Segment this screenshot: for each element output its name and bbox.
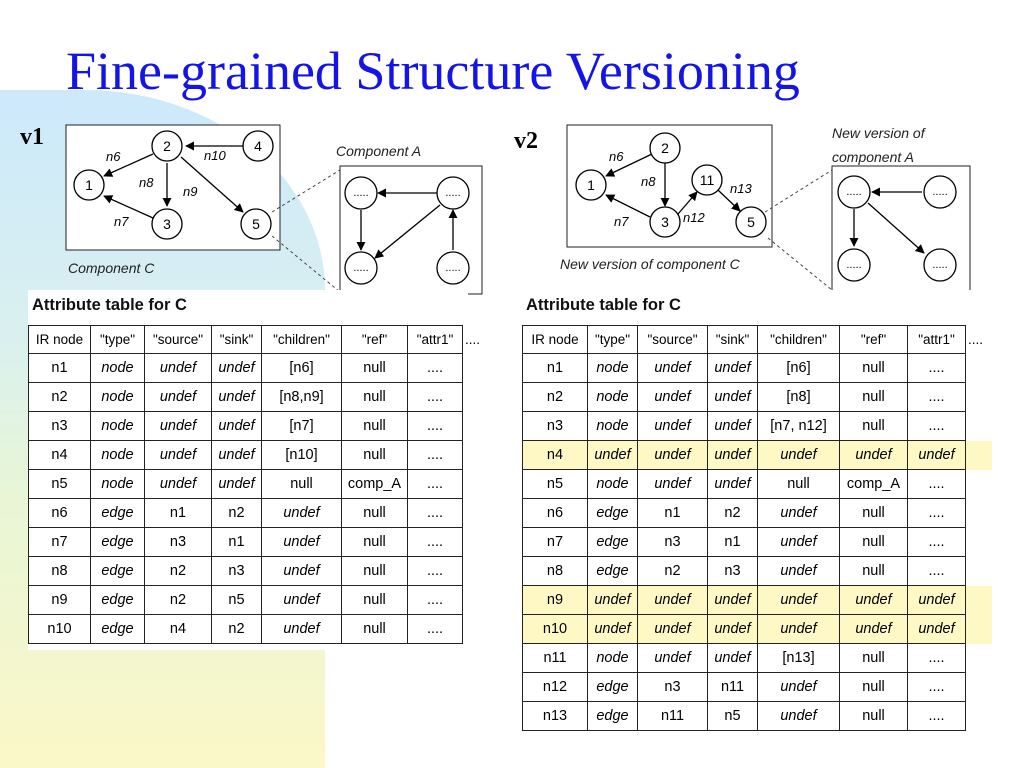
table-cell: node [588,412,638,441]
v2-edge-label: n7 [614,214,629,229]
table-cell: edge [91,586,145,615]
table-cell: n2 [145,557,212,586]
table-cell: n13 [523,702,588,731]
table-cell: undef [908,441,966,470]
table-row [523,383,992,412]
v1-node [241,209,271,239]
v1-diagram [0,0,1024,300]
table-cell: null [342,354,408,383]
v1-node [243,131,273,161]
table-row [523,499,992,528]
table-cell: undef [638,412,708,441]
table-cell-empty [463,499,489,528]
table-cell-empty [966,673,992,702]
table-cell: undef [708,470,758,499]
table-cell: [n8] [758,383,840,412]
table-cell-empty [966,383,992,412]
v2-node [576,170,606,200]
svg-text:1: 1 [587,177,595,193]
table-cell: .... [908,557,966,586]
svg-text:5: 5 [252,216,260,232]
table-cell: node [91,441,145,470]
column-header: "source" [638,326,708,354]
svg-text:.....: ..... [846,186,862,198]
column-header: "children" [758,326,840,354]
table-cell: undef [758,673,840,702]
table-cell: null [840,557,908,586]
table-cell: [n7] [262,412,342,441]
table-cell: node [91,470,145,499]
table-cell: .... [408,412,463,441]
table-cell: n9 [29,586,91,615]
v2-node [736,207,766,237]
column-header: "sink" [708,326,758,354]
table-row [29,383,489,412]
table-cell: null [840,354,908,383]
table-cell: n1 [212,528,262,557]
v2-table-title: Attribute table for C [526,296,681,314]
table-cell: comp_A [840,470,908,499]
table-cell: .... [908,470,966,499]
v2-component-c-graph [560,125,772,272]
table-cell: undef [708,354,758,383]
table-cell: undef [212,383,262,412]
table-cell-empty [966,615,992,644]
table-cell: undef [588,615,638,644]
v2-node [692,165,722,195]
table-cell: n7 [29,528,91,557]
column-header: IR node [29,326,91,354]
svg-text:.....: ..... [932,186,948,198]
column-header: IR node [523,326,588,354]
table-cell: node [588,383,638,412]
table-cell: undef [758,441,840,470]
table-row [29,615,489,644]
v1-node [74,170,104,200]
table-cell-empty [463,441,489,470]
table-cell: node [588,644,638,673]
table-cell: undef [262,557,342,586]
table-cell: undef [638,615,708,644]
v2-comp-node [838,176,870,208]
table-cell: n2 [523,383,588,412]
table-cell: .... [408,354,463,383]
table-row [29,441,489,470]
table-cell: [n10] [262,441,342,470]
table-cell: undef [145,383,212,412]
v1-component-a-caption: Component A [336,143,422,159]
table-cell: n12 [523,673,588,702]
table-cell: n1 [523,354,588,383]
table-row [29,470,489,499]
table-cell: n2 [212,499,262,528]
table-cell: undef [212,354,262,383]
table-cell: null [758,470,840,499]
svg-text:.....: ..... [846,259,862,271]
table-row [523,586,992,615]
table-cell: undef [638,354,708,383]
table-cell: undef [708,615,758,644]
column-header: "type" [91,326,145,354]
table-cell: undef [908,586,966,615]
table-row [523,412,992,441]
table-cell-empty [966,644,992,673]
table-cell: .... [408,528,463,557]
v2-edge-label: n6 [609,149,624,164]
table-cell: undef [758,528,840,557]
table-cell: n11 [523,644,588,673]
table-cell: .... [408,441,463,470]
table-cell: undef [212,441,262,470]
table-cell: undef [708,383,758,412]
table-cell: n5 [29,470,91,499]
column-header: "type" [588,326,638,354]
table-cell: n3 [29,412,91,441]
table-cell: n7 [523,528,588,557]
table-cell: .... [408,383,463,412]
table-cell-empty [463,383,489,412]
table-cell: .... [908,673,966,702]
table-cell: null [840,383,908,412]
v2-component-c-caption: New version of component C [560,256,740,272]
table-cell: null [262,470,342,499]
table-cell: n4 [145,615,212,644]
table-cell: .... [408,557,463,586]
table-row [29,557,489,586]
table-cell: null [342,528,408,557]
table-cell: undef [708,644,758,673]
table-cell: edge [91,528,145,557]
v2-node [650,207,680,237]
table-cell-empty [463,412,489,441]
v1-comp-node [437,177,469,209]
table-cell: undef [638,383,708,412]
table-cell-empty [966,702,992,731]
table-cell: null [342,412,408,441]
table-cell: null [342,441,408,470]
table-cell: .... [908,702,966,731]
v2-comp-node [924,249,956,281]
svg-text:.....: ..... [353,262,369,274]
table-row [29,586,489,615]
v2-edge-label: n13 [730,181,752,196]
table-cell: .... [908,528,966,557]
table-cell: null [840,673,908,702]
table-cell: n5 [212,586,262,615]
table-cell: n1 [145,499,212,528]
table-cell: comp_A [342,470,408,499]
table-cell: edge [588,499,638,528]
table-row [523,528,992,557]
table-cell: undef [708,412,758,441]
v2-label: v2 [514,128,538,154]
v1-comp-node [345,252,377,284]
table-cell: n10 [29,615,91,644]
slide-title: Fine-grained Structure Versioning [66,41,800,101]
table-cell: n9 [523,586,588,615]
table-cell: undef [758,615,840,644]
table-cell: undef [638,441,708,470]
table-cell: .... [408,615,463,644]
table-cell: undef [145,412,212,441]
table-header-row [29,326,489,354]
table-cell-empty [463,528,489,557]
table-row [523,441,992,470]
table-cell: undef [262,586,342,615]
column-header: "ref" [342,326,408,354]
table-cell: null [840,528,908,557]
table-cell: null [342,615,408,644]
table-row [523,644,992,673]
table-cell: n3 [708,557,758,586]
svg-text:.....: ..... [445,187,461,199]
table-cell-empty [966,441,992,470]
v1-comp-node [345,177,377,209]
table-cell: undef [262,528,342,557]
table-cell: n4 [29,441,91,470]
table-cell: n11 [708,673,758,702]
table-row [29,354,489,383]
table-cell: undef [708,586,758,615]
v2-edge-label: n12 [683,210,705,225]
table-cell: .... [908,412,966,441]
column-header: "attr1" [408,326,463,354]
table-cell: null [840,644,908,673]
table-cell: n4 [523,441,588,470]
table-cell: n5 [523,470,588,499]
table-cell: undef [840,441,908,470]
v1-label: v1 [20,124,44,150]
v2-component-a-caption-line2: component A [832,149,914,165]
table-cell: undef [588,441,638,470]
table-cell: .... [408,470,463,499]
svg-text:3: 3 [661,214,669,230]
table-cell: n6 [29,499,91,528]
table-cell: n3 [145,528,212,557]
svg-text:11: 11 [699,172,715,188]
table-cell: n3 [638,528,708,557]
table-cell: [n8,n9] [262,383,342,412]
column-header: "sink" [212,326,262,354]
v2-zoom-line [768,238,832,290]
table-cell: undef [708,441,758,470]
table-cell: edge [91,499,145,528]
table-header-row [523,326,992,354]
table-cell: .... [908,354,966,383]
table-cell: null [840,412,908,441]
table-cell: edge [91,615,145,644]
table-cell: undef [840,586,908,615]
table-cell: [n13] [758,644,840,673]
svg-text:1: 1 [85,177,93,193]
table-cell-empty [463,557,489,586]
table-cell: undef [212,470,262,499]
table-row [523,702,992,731]
v1-edge-label: n10 [204,148,226,163]
column-header: "children" [262,326,342,354]
v1-edge-label: n8 [139,175,154,190]
table-cell: n3 [212,557,262,586]
v1-node [152,209,182,239]
v1-edge-label: n6 [106,149,121,164]
table-cell: n5 [708,702,758,731]
table-cell-empty [966,586,992,615]
table-cell: n8 [523,557,588,586]
table-cell: null [840,499,908,528]
table-cell: undef [908,615,966,644]
column-header: .... [966,326,992,354]
table-cell: undef [758,499,840,528]
table-cell: n2 [145,586,212,615]
table-row [523,673,992,702]
v1-edge-label: n7 [114,214,129,229]
table-cell: n6 [523,499,588,528]
table-cell: n1 [638,499,708,528]
table-cell: [n7, n12] [758,412,840,441]
svg-text:.....: ..... [932,259,948,271]
table-cell: edge [91,557,145,586]
table-cell-empty [966,354,992,383]
v1-component-c-caption: Component C [68,260,155,276]
svg-text:4: 4 [254,138,262,154]
v2-comp-node [838,249,870,281]
table-cell-empty [966,412,992,441]
svg-text:.....: ..... [445,262,461,274]
table-cell: undef [840,615,908,644]
v1-zoom-line [272,170,340,212]
table-cell: undef [758,702,840,731]
v2-zoom-line [765,170,832,212]
table-cell: undef [638,644,708,673]
table-row [523,557,992,586]
table-cell: .... [908,383,966,412]
table-cell: n2 [212,615,262,644]
table-cell: undef [145,470,212,499]
table-cell: .... [908,499,966,528]
table-cell: undef [758,586,840,615]
table-cell: edge [588,673,638,702]
table-row [29,499,489,528]
table-cell: node [91,354,145,383]
table-cell-empty [463,615,489,644]
v1-component-a [336,143,482,294]
column-header: "ref" [840,326,908,354]
svg-text:2: 2 [661,140,669,156]
table-cell: undef [262,499,342,528]
table-row [29,412,489,441]
table-cell: [n6] [758,354,840,383]
svg-text:2: 2 [163,138,171,154]
v2-edge-label: n8 [641,174,656,189]
svg-text:5: 5 [747,214,755,230]
table-cell: n1 [708,528,758,557]
table-cell: n2 [638,557,708,586]
v1-edge-label: n9 [183,184,198,199]
v2-component-a [832,125,970,292]
table-cell: n1 [29,354,91,383]
table-row [523,470,992,499]
table-cell: .... [908,644,966,673]
table-cell: n11 [638,702,708,731]
table-cell: undef [262,615,342,644]
v1-component-c-graph [66,125,280,276]
table-row [29,528,489,557]
table-row [523,354,992,383]
table-cell: node [91,412,145,441]
column-header: "attr1" [908,326,966,354]
v2-node [650,133,680,163]
table-cell: node [588,354,638,383]
table-cell-empty [966,499,992,528]
table-cell: null [342,499,408,528]
table-cell: node [91,383,145,412]
v1-node [152,131,182,161]
table-cell: n3 [523,412,588,441]
table-cell: n2 [29,383,91,412]
v2-attribute-table [522,325,992,731]
table-cell: null [342,557,408,586]
table-cell: undef [212,412,262,441]
table-cell: .... [408,499,463,528]
column-header: .... [463,326,489,354]
table-cell: node [588,470,638,499]
table-cell-empty [463,354,489,383]
table-cell: undef [145,354,212,383]
table-cell: n10 [523,615,588,644]
v2-component-a-caption-line1: New version of [832,125,925,141]
table-cell: null [342,383,408,412]
column-header: "source" [145,326,212,354]
table-cell: n2 [708,499,758,528]
v1-zoom-line [272,236,340,292]
v2-comp-node [924,176,956,208]
svg-text:3: 3 [163,216,171,232]
table-cell: edge [588,702,638,731]
table-cell-empty [966,557,992,586]
table-row [523,615,992,644]
table-cell: [n6] [262,354,342,383]
table-cell-empty [966,528,992,557]
table-cell-empty [463,470,489,499]
table-cell-empty [966,470,992,499]
table-cell: n3 [638,673,708,702]
table-cell: undef [588,586,638,615]
table-cell: undef [638,586,708,615]
v1-attribute-table [28,325,489,644]
table-cell: edge [588,557,638,586]
table-cell: undef [758,557,840,586]
svg-text:.....: ..... [353,187,369,199]
table-cell: undef [145,441,212,470]
table-cell: null [840,702,908,731]
table-cell-empty [463,586,489,615]
table-cell: edge [588,528,638,557]
table-cell: n8 [29,557,91,586]
table-cell: undef [638,470,708,499]
table-cell: .... [408,586,463,615]
table-cell: null [342,586,408,615]
v1-table-title: Attribute table for C [32,296,187,314]
v1-comp-node [437,252,469,284]
